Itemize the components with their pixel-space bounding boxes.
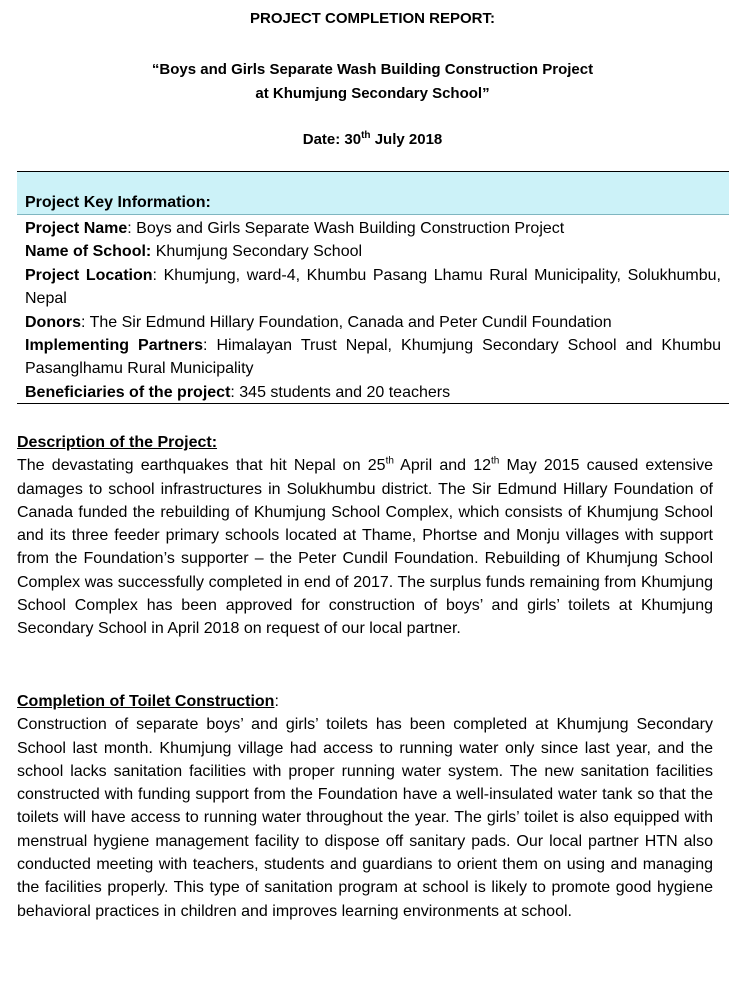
key-info-box	[17, 171, 729, 404]
key-info-label: Project Name	[25, 220, 128, 237]
description-text-part: The devastating earthquakes that hit Nepal on 25	[17, 457, 386, 475]
key-info-item-project-name	[25, 217, 721, 240]
key-info-label: Beneficiaries of the project	[25, 383, 231, 401]
ordinal-suffix: th	[491, 455, 500, 467]
key-info-value: Khumjung, ward-4, Khumbu Pasang Lhamu Rural Municipality, Solukhumbu, Nepal	[25, 266, 721, 308]
description-text-part: May 2015 caused extensive damages to school infrastructures in Solukhumbu district. The Sir Edmund Hillary Foundation of Canada funded the rebuilding of Khumjung School Complex, which consists of Khumjung School and its three feeder primary schools located at Thame, Phortse and Monju villages with support from the Foundation’s supporter – the Peter Cundil Foundation. Rebuilding of Khumjung School Complex was successfully completed in end of 2017. The surplus funds remaining from Khumjung School Complex has been approved for construction of boys’ and girls’ toilets at Khumjung Secondary School in April 2018 on request of our local partner.	[17, 457, 713, 638]
key-info-value: Himalayan Trust Nepal, Khumjung Secondary School and Khumbu Pasanglhamu Rural Municipality	[25, 337, 722, 378]
key-info-label: Donors	[25, 313, 81, 331]
project-title-line-1: “Boys and Girls Separate Wash Building Construction Project	[151, 61, 594, 78]
key-info-item-location	[25, 264, 721, 311]
key-info-label: Project Location	[25, 266, 153, 284]
key-info-heading: Project Key Information:	[25, 194, 211, 211]
key-info-label: Implementing Partners	[25, 337, 203, 355]
key-info-separator: :	[127, 220, 137, 237]
key-info-value: The Sir Edmund Hillary Foundation, Canada and Peter Cundil Foundation	[89, 313, 612, 331]
report-title: PROJECT COMPLETION REPORT:	[249, 10, 496, 27]
description-section	[17, 431, 713, 641]
key-info-list	[25, 217, 721, 404]
key-info-value: Khumjung Secondary School	[155, 243, 363, 261]
key-info-value: Boys and Girls Separate Wash Building Construction Project	[136, 220, 565, 237]
description-heading: Description of the Project:	[17, 434, 218, 451]
key-info-separator: :	[202, 337, 217, 355]
description-paragraph	[17, 454, 713, 640]
key-info-separator: :	[152, 266, 164, 284]
project-title-line-2: at Khumjung Secondary School”	[255, 85, 490, 102]
key-info-value: 345 students and 20 teachers	[239, 383, 451, 401]
key-info-separator: :	[230, 383, 240, 401]
key-info-item-school	[25, 240, 721, 263]
completion-heading-colon: :	[274, 693, 279, 710]
key-info-item-partners	[25, 334, 721, 381]
completion-heading: Completion of Toilet Construction	[17, 693, 275, 710]
completion-heading-line	[17, 690, 713, 713]
key-info-item-beneficiaries	[25, 381, 721, 404]
date-ordinal: th	[361, 130, 371, 141]
key-info-label: Name of School:	[25, 243, 152, 261]
key-info-item-donors	[25, 311, 721, 334]
key-info-separator: :	[81, 313, 90, 331]
completion-paragraph: Construction of separate boys’ and girls’ toilets has been completed at Khumjung Secondary School last month. Khumjung village had access to running water only since last year, and the school lacks sanitation facilities with proper running water system. The new sanitation facilities constructed with funding support from the Foundation have a well-insulated water tank so that the toilets will have access to running water throughout the year. The girls’ toilet is also equipped with menstrual hygiene management facility to dispose off sanitary pads. Our local partner HTN also conducted meeting with teachers, students and guardians to orient them on using and managing the facilities properly. This type of sanitation program at school is likely to promote good hygiene behavioral practices in children and improves learning environments at school.	[17, 716, 713, 920]
ordinal-suffix: th	[385, 455, 394, 467]
report-date	[0, 130, 745, 150]
date-prefix: Date: 30	[302, 131, 362, 148]
description-text-part: April and 12	[393, 457, 491, 475]
date-suffix: July 2018	[370, 131, 443, 148]
completion-section	[17, 690, 713, 923]
